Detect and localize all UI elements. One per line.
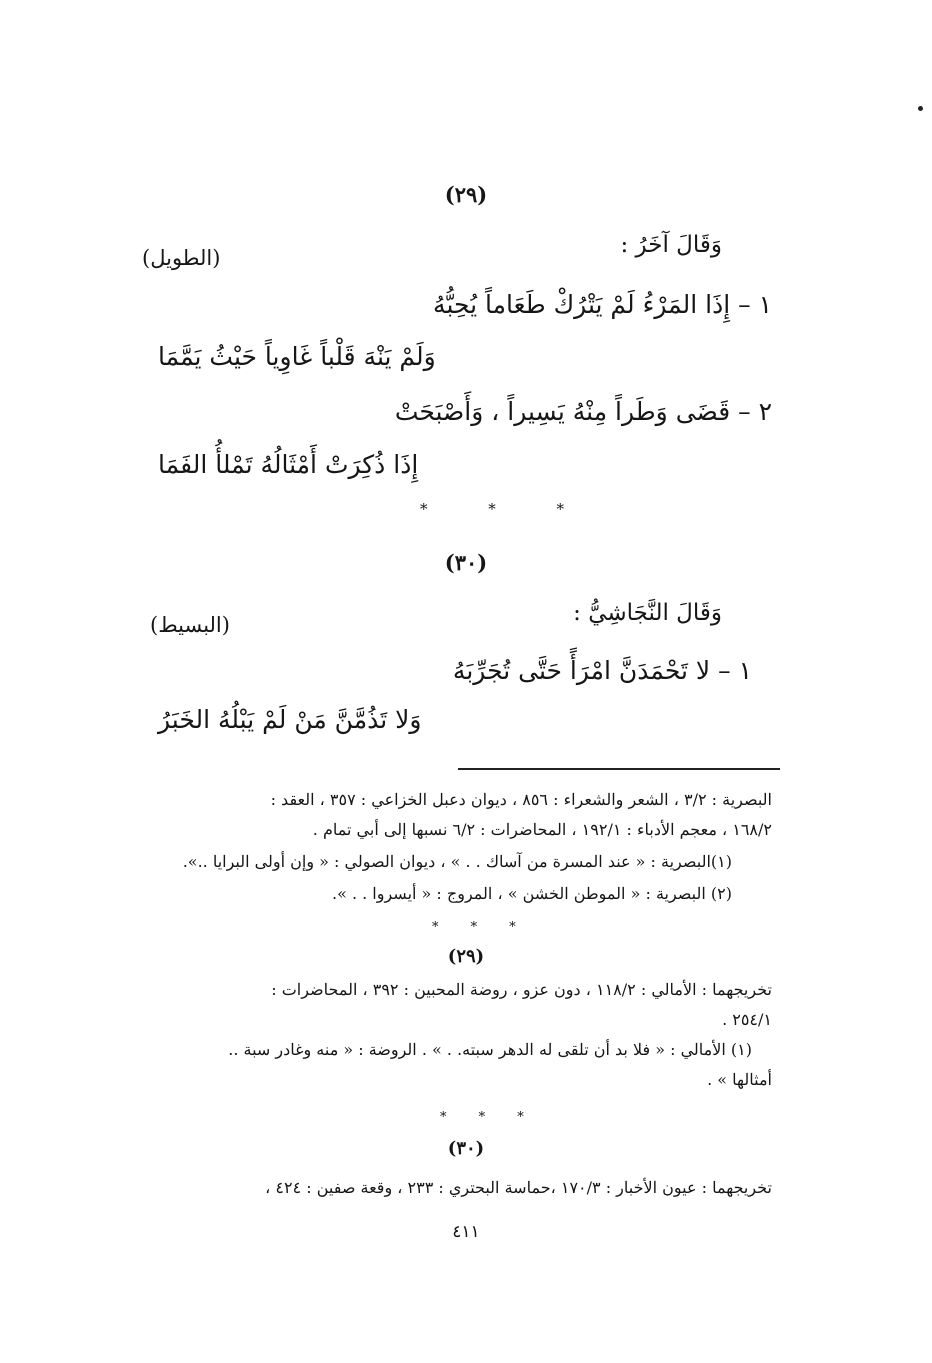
poem-30-intro: وَقَالَ النَّجَاشِيُّ : xyxy=(573,600,722,626)
poem-29-verse-1b: وَلَمْ يَنْهَ قَلْباً غَاوِياً حَيْثُ يَمَّمَا xyxy=(158,342,436,371)
scan-speck xyxy=(918,106,923,111)
footnote-30-number: (٣٠) xyxy=(447,1138,485,1159)
footnote-29-line-2: ٢٥٤/١ . xyxy=(722,1010,772,1029)
footnote-29-note-1-cont: أمثالها » . xyxy=(707,1070,772,1089)
footnote-divider xyxy=(458,768,780,770)
poem-30-verse-1a: ١ – لا تَحْمَدَنَّ امْرَأً حَتَّى تُجَرِّبَهُ xyxy=(452,656,752,685)
footnote-sources-line-1: البصرية : ٣/٢ ، الشعر والشعراء : ٨٥٦ ، ديوان دعبل الخزاعي : ٣٥٧ ، العقد : xyxy=(270,790,772,809)
footnote-29-number: (٢٩) xyxy=(447,946,485,967)
footnote-note-2: (٢) البصرية : « الموطن الخشن » ، المروج : « أيسروا . . ». xyxy=(331,884,732,903)
poem-29-verse-2a: ٢ – قَضَى وَطَراً مِنْهُ يَسِيراً ، وَأَصْبَحَتْ xyxy=(394,397,772,426)
poem-30-verse-1b: وَلا تَذُمَّنَّ مَنْ لَمْ يَبْلُهُ الخَبَرُ xyxy=(158,705,422,734)
poem-29-verse-1a: ١ – إِذَا المَرْءُ لَمْ يَتْرُكْ طَعَاماً يُحِبُّهُ xyxy=(433,290,772,319)
footnote-29-note-1: (١) الأمالي : « فلا بد أن تلقى له الدهر سبته. . » . الروضة : « منه وغادر سبة .. xyxy=(228,1040,752,1059)
poem-29-meter: (الطويل) xyxy=(142,246,221,270)
footnote-note-1: (١)البصرية : « عند المسرة من آساك . . » ، ديوان الصولي : « وإن أولى البرايا ..». xyxy=(182,852,732,871)
poem-29-intro: وَقَالَ آخَرُ : xyxy=(620,232,722,258)
poem-29-verse-2b: إِذَا ذُكِرَتْ أَمْثَالُهُ تَمْلأُ الفَمَا xyxy=(158,450,419,479)
footnote-stars-2: * * * xyxy=(440,1110,538,1125)
footnote-sources-line-2: ١٦٨/٢ ، معجم الأدباء : ١٩٢/١ ، المحاضرات : ٦/٢ نسبها إلى أبي تمام . xyxy=(312,820,772,839)
section-separator-stars: * * * xyxy=(420,500,593,518)
footnote-29-line-1: تخريجهما : الأمالي : ١١٨/٢ ، دون عزو ، روضة المحبين : ٣٩٢ ، المحاضرات : xyxy=(271,980,772,999)
poem-30-number: (٣٠) xyxy=(444,550,488,575)
poem-30-meter: (البسيط) xyxy=(150,613,230,637)
poem-29-number: (٢٩) xyxy=(444,182,488,207)
footnote-stars-1: * * * xyxy=(432,920,530,935)
footnote-30-line-1: تخريجهما : عيون الأخبار : ١٧٠/٣ ،حماسة البحتري : ٢٣٣ ، وقعة صفين : ٤٢٤ ، xyxy=(265,1178,772,1197)
page-number: ٤١١ xyxy=(452,1222,480,1242)
